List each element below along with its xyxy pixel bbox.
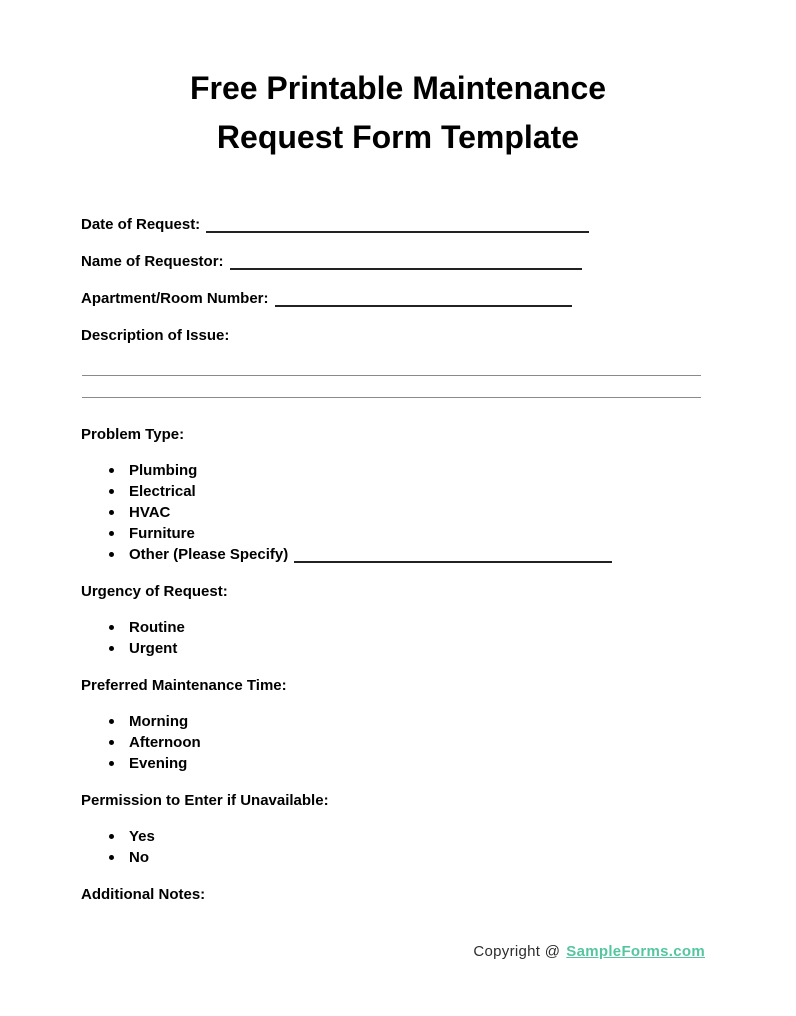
problem-type-label: Problem Type: [81,426,185,443]
field-apartment-room-number [81,288,705,309]
list-item-plumbing: Plumbing [81,460,705,481]
apartment-room-number-label: Apartment/Room Number: [81,290,269,307]
preferred-maintenance-time-label: Preferred Maintenance Time: [81,677,287,694]
title-line-1: Free Printable Maintenance [189,70,607,106]
list-item-furniture: Furniture [81,523,705,544]
other-specify-label: Other (Please Specify) [129,546,289,563]
title-line-2: Request Form Template [216,119,580,155]
list-item-other-specify [81,544,705,565]
list-item-evening: Evening [81,753,705,774]
list-item-no: No [81,847,705,868]
maintenance-time-list [81,711,705,774]
copyright-text: Copyright @ [473,943,561,960]
field-name-of-requestor [81,251,705,272]
description-of-issue-label: Description of Issue: [81,327,230,344]
document-title [0,64,796,162]
permission-list [81,826,705,868]
date-of-request-blank-line [206,228,589,233]
list-item-hvac: HVAC [81,502,705,523]
list-item-afternoon: Afternoon [81,732,705,753]
additional-notes-label: Additional Notes: [81,886,206,903]
apartment-room-number-blank-line [275,302,572,307]
list-item-electrical: Electrical [81,481,705,502]
list-item-routine: Routine [81,617,705,638]
urgency-of-request-label: Urgency of Request: [81,583,228,600]
list-item-urgent: Urgent [81,638,705,659]
urgency-list [81,617,705,659]
description-writing-line-2 [82,397,701,398]
form-content [0,214,796,905]
permission-to-enter-label: Permission to Enter if Unavailable: [81,792,329,809]
field-description-of-issue [81,325,705,346]
problem-type-list [81,460,705,565]
other-specify-blank-line [294,558,612,563]
list-item-yes: Yes [81,826,705,847]
description-writing-line-1 [82,375,701,376]
name-of-requestor-label: Name of Requestor: [81,253,224,270]
request-fields [81,214,705,346]
field-date-of-request [81,214,705,235]
date-of-request-label: Date of Request: [81,216,201,233]
list-item-morning: Morning [81,711,705,732]
footer [473,943,705,960]
name-of-requestor-blank-line [230,265,582,270]
sampleforms-link[interactable]: SampleForms.com [566,943,705,960]
